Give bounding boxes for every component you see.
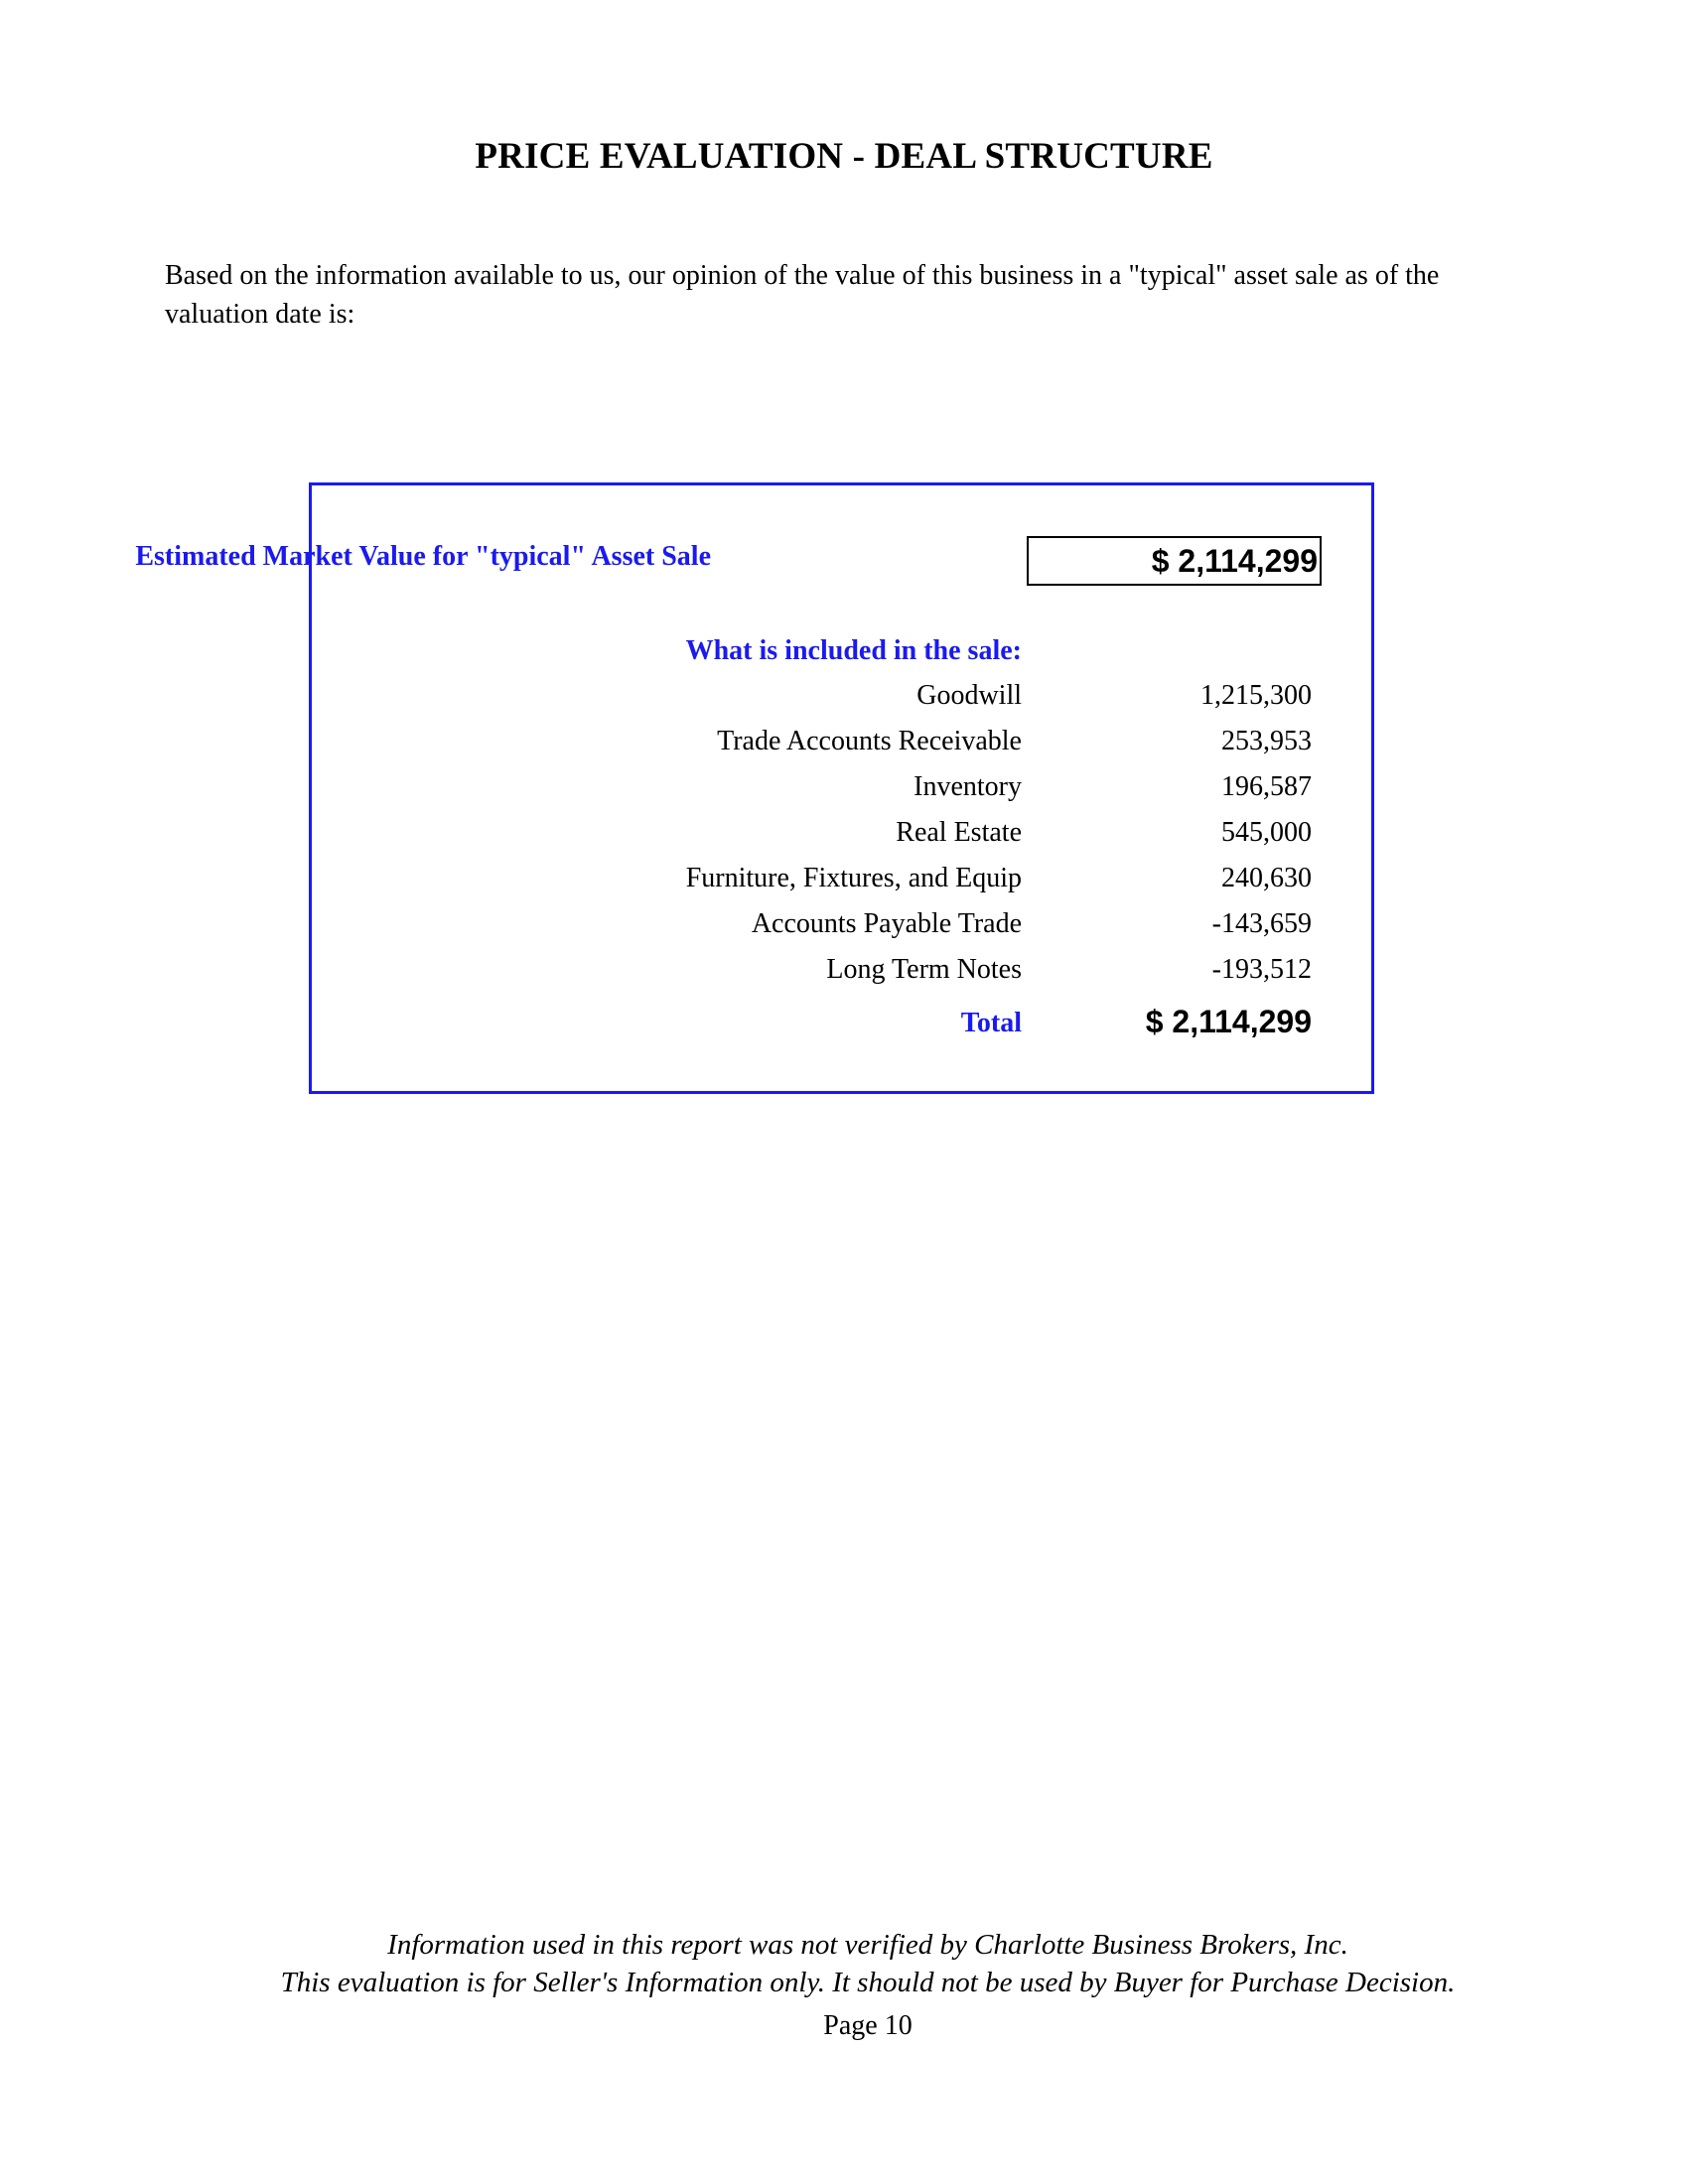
item-value: 545,000 xyxy=(1221,817,1312,848)
estimated-value: $ 2,114,299 xyxy=(1027,536,1322,586)
disclaimer-line-2: This evaluation is for Seller's Information only. It should not be used by Buyer for Purchase Decision. xyxy=(280,1967,1456,1998)
item-value: 253,953 xyxy=(1221,726,1312,756)
intro-paragraph: Based on the information available to us, our opinion of the value of this business in a "typical" asset sale as of the valuation date is: xyxy=(165,260,1440,330)
item-label: Goodwill xyxy=(916,680,1022,711)
page-number: Page 10 xyxy=(823,2010,913,2041)
item-label: Accounts Payable Trade xyxy=(751,908,1022,939)
item-label: Long Term Notes xyxy=(826,954,1022,985)
list-item xyxy=(312,954,1371,1000)
included-heading: What is included in the sale: xyxy=(685,635,1022,666)
list-item xyxy=(312,817,1371,863)
list-item xyxy=(312,771,1371,817)
list-item xyxy=(312,908,1371,954)
item-value: -143,659 xyxy=(1211,908,1312,939)
list-item xyxy=(312,680,1371,726)
item-label: Trade Accounts Receivable xyxy=(717,726,1022,756)
disclaimer-line-1: Information used in this report was not verified by Charlotte Business Brokers, Inc. xyxy=(387,1929,1348,1961)
list-item xyxy=(312,726,1371,771)
item-label: Real Estate xyxy=(896,817,1022,848)
footer-disclaimer xyxy=(0,1926,1688,2001)
included-items-list xyxy=(312,680,1371,1000)
item-value: 196,587 xyxy=(1221,771,1312,802)
total-label: Total xyxy=(960,1008,1022,1038)
list-item xyxy=(312,863,1371,908)
item-label: Furniture, Fixtures, and Equip xyxy=(685,863,1022,893)
item-value: -193,512 xyxy=(1211,954,1312,985)
item-value: 240,630 xyxy=(1221,863,1312,893)
estimated-value-label: Estimated Market Value for "typical" Asset Sale xyxy=(135,541,711,572)
total-row xyxy=(312,1004,1371,1053)
page-title: PRICE EVALUATION - DEAL STRUCTURE xyxy=(475,136,1213,177)
valuation-box xyxy=(135,482,1374,1094)
total-value: $ 2,114,299 xyxy=(1145,1004,1312,1039)
item-value: 1,215,300 xyxy=(1200,680,1312,711)
item-label: Inventory xyxy=(914,771,1022,802)
